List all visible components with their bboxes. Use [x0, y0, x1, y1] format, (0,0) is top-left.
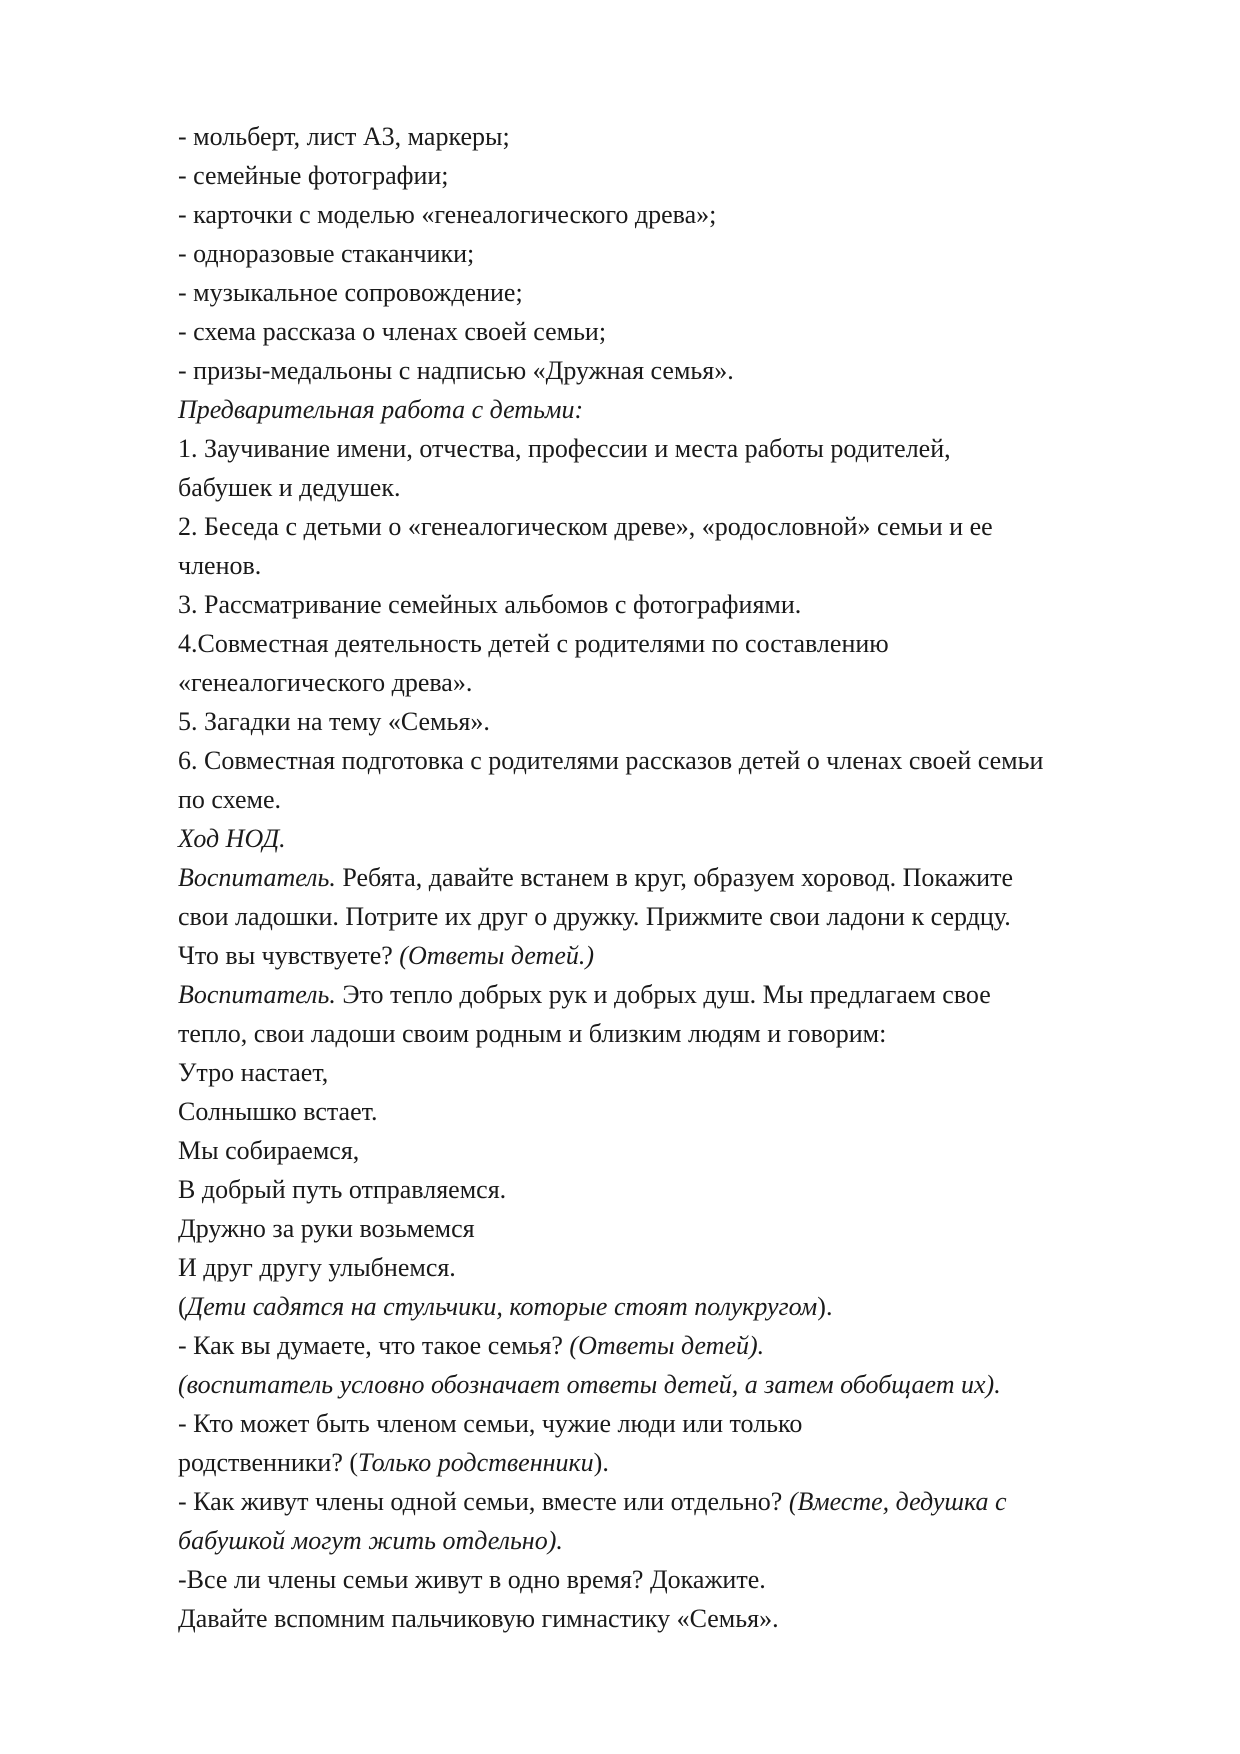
- materials-item: - мольберт, лист А3, маркеры;: [178, 122, 510, 151]
- prep-line: «генеалогического древа».: [178, 668, 473, 697]
- question-line: -Все ли члены семьи живут в одно время? Докажите.: [178, 1565, 766, 1594]
- poem-line: Мы собираемся,: [178, 1136, 360, 1165]
- speech-line: [178, 858, 1158, 897]
- speaker-label: Воспитатель.: [178, 980, 336, 1009]
- prep-line: 1. Заучивание имени, отчества, профессии и места работы родителей,: [178, 434, 951, 463]
- question-text: - Как живут члены одной семьи, вместе или отдельно?: [178, 1487, 789, 1516]
- poem-line: В добрый путь отправляемся.: [178, 1175, 507, 1204]
- materials-item: - семейные фотографии;: [178, 161, 449, 190]
- question-answer: (Вместе, дедушка с: [788, 1487, 1007, 1516]
- prep-line: 4.Совместная деятельность детей с родителями по составлению: [178, 629, 889, 658]
- prep-line: 6. Совместная подготовка с родителями рассказов детей о членах своей семьи: [178, 746, 1044, 775]
- materials-item: - карточки с моделью «генеалогического древа»;: [178, 200, 717, 229]
- speaker-label: Воспитатель.: [178, 863, 336, 892]
- prep-line: по схеме.: [178, 785, 281, 814]
- teacher-note: (воспитатель условно обозначает ответы детей, а затем обобщает их).: [178, 1370, 1001, 1399]
- speech-text: Это тепло добрых рук и добрых душ. Мы предлагаем свое: [335, 980, 991, 1009]
- prep-line: членов.: [178, 551, 262, 580]
- children-answer: (Ответы детей.): [399, 941, 595, 970]
- question-line: - Кто может быть членом семьи, чужие люди или только: [178, 1409, 803, 1438]
- speech-text: Ребята, давайте встанем в круг, образуем хоровод. Покажите: [335, 863, 1013, 892]
- speech-line: [178, 975, 1158, 1014]
- question-text: - Как вы думаете, что такое семья?: [178, 1331, 570, 1360]
- course-heading: Ход НОД.: [178, 824, 286, 853]
- prep-heading: Предварительная работа с детьми:: [178, 395, 584, 424]
- stage-direction-text: Дети садятся на стульчики, которые стоят полукругом: [186, 1292, 818, 1321]
- poem-line: Утро настает,: [178, 1058, 329, 1087]
- stage-direction: (Дети садятся на стульчики, которые стоят полукругом).: [178, 1292, 833, 1321]
- question-text: родственники?: [178, 1448, 350, 1477]
- question-answer: (Ответы детей).: [569, 1331, 765, 1360]
- prep-line: 2. Беседа с детьми о «генеалогическом древе», «родословной» семьи и ее: [178, 512, 993, 541]
- speech-text: Что вы чувствуете?: [178, 941, 400, 970]
- materials-item: - схема рассказа о членах своей семьи;: [178, 317, 607, 346]
- materials-item: - одноразовые стаканчики;: [178, 239, 475, 268]
- final-line: Давайте вспомним пальчиковую гимнастику «Семья».: [178, 1604, 779, 1633]
- poem-line: Дружно за руки возьмемся: [178, 1214, 475, 1243]
- question-answer: Только родственники: [358, 1448, 594, 1477]
- prep-line: бабушек и дедушек.: [178, 473, 401, 502]
- question-answer-line: бабушкой могут жить отдельно).: [178, 1526, 563, 1555]
- materials-item: - музыкальное сопровождение;: [178, 278, 523, 307]
- speech-line: свои ладошки. Потрите их друг о дружку. Прижмите свои ладони к сердцу.: [178, 902, 1011, 931]
- poem-line: И друг другу улыбнемся.: [178, 1253, 456, 1282]
- materials-item: - призы-медальоны с надписью «Дружная семья».: [178, 356, 734, 385]
- question-line: [178, 1326, 1158, 1365]
- prep-line: 5. Загадки на тему «Семья».: [178, 707, 490, 736]
- question-line: родственники? (Только родственники).: [178, 1448, 609, 1477]
- speech-line: [178, 936, 1158, 975]
- page-body: [178, 117, 1158, 1638]
- speech-line: тепло, свои ладоши своим родным и близким людям и говорим:: [178, 1019, 887, 1048]
- question-line: [178, 1482, 1158, 1521]
- poem-line: Солнышко встает.: [178, 1097, 378, 1126]
- prep-line: 3. Рассматривание семейных альбомов с фотографиями.: [178, 590, 802, 619]
